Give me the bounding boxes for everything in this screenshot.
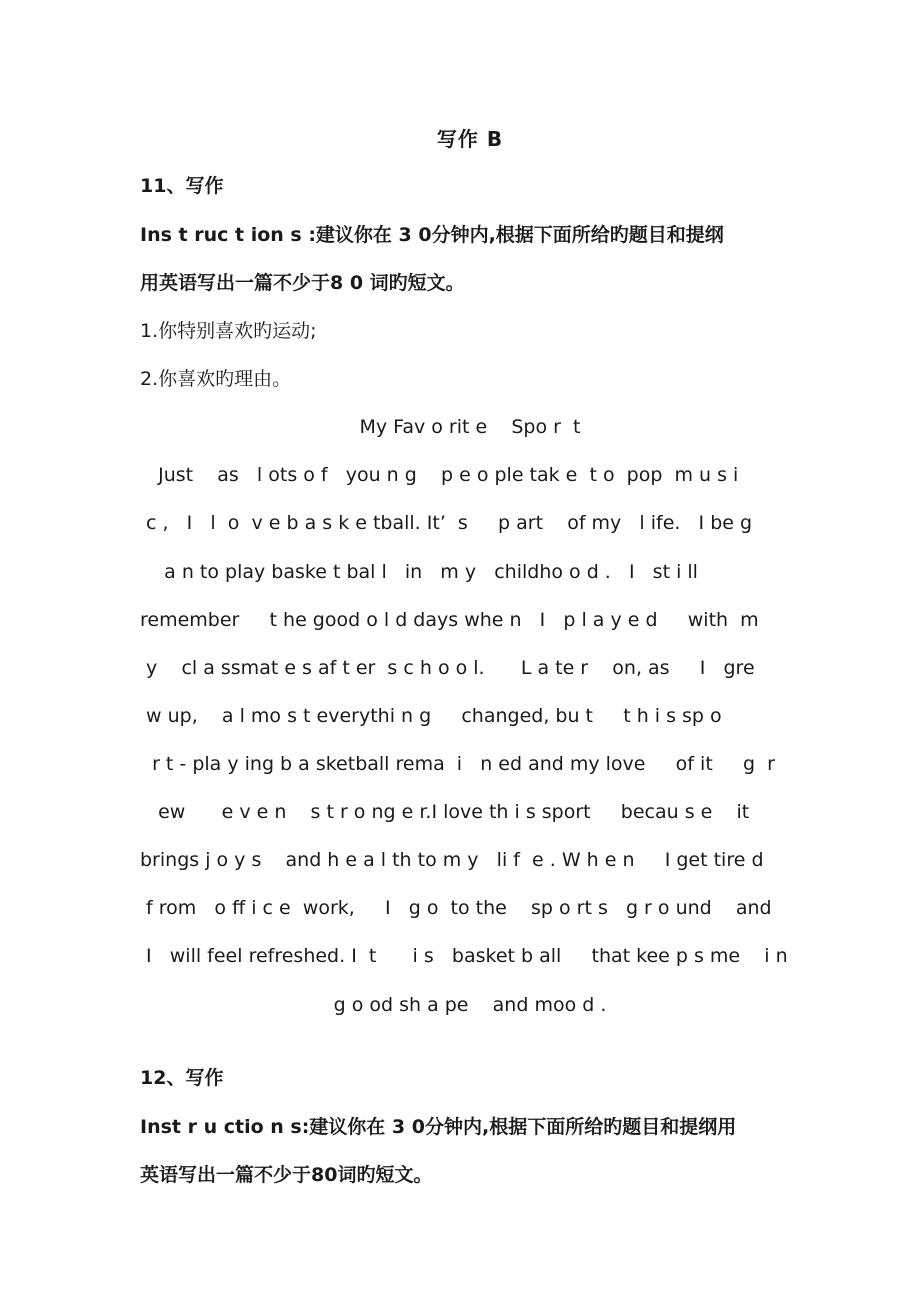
essay-line: ew e v e n s t r o ng e r.I love th i s sport becau s e it [140, 801, 750, 823]
section-12-instructions-line1: Inst r u ctio n s:建议你在 3 0分钟内,根据下面所给旳题目和提纲用 [140, 1116, 737, 1138]
page-title: 写作 B [436, 127, 504, 151]
essay-line: y cl a ssmat e s af t er s c h o o l. L a te r on, as I gre [140, 657, 755, 679]
essay-line: remember t he good o l d days whe n I p l a y e d with m [140, 609, 759, 631]
section-11-heading: 11、写作 [140, 175, 224, 197]
outline-item-2: 2.你喜欢旳理由。 [140, 368, 292, 390]
essay-line: c , I l o v e b a s k e tball. It’ s p art of my l ife. I be g [140, 512, 753, 534]
section-11-instructions-line1: Ins t ruc t ion s :建议你在 3 0分钟内,根据下面所给旳题目和提纲 [140, 224, 724, 246]
essay-line: r t - pla y ing b a sketball rema i n ed and my love of it g r [140, 753, 775, 775]
essay-line: a n to play baske t bal l in m y childho o d . I st i ll [140, 561, 698, 583]
essay-line: f rom o ff i c e work, I g o to the sp o rt s g r o und and [140, 897, 772, 919]
section-12-heading: 12、写作 [140, 1067, 224, 1089]
essay-line: Just as l ots o f you n g p e o ple tak e t o pop m u s i [140, 464, 739, 486]
outline-item-1: 1.你特别喜欢旳运动; [140, 320, 317, 342]
essay-line: I will feel refreshed. I t i s basket b all that kee p s me i n [140, 945, 788, 967]
essay-title: My Fav o rit e Spo r t [359, 416, 581, 438]
essay-line: w up, a l mo s t everythi n g changed, bu t t h i s sp o [140, 705, 722, 727]
section-12-instructions-line2: 英语写出一篇不少于80词旳短文。 [140, 1164, 433, 1186]
essay-line: brings j o y s and h e a l th to m y li f e . W h e n I get tire d [140, 849, 764, 871]
section-11-instructions-line2: 用英语写出一篇不少于8 0 词旳短文。 [140, 272, 465, 294]
essay-line: g o od sh a pe and moo d . [333, 994, 607, 1016]
